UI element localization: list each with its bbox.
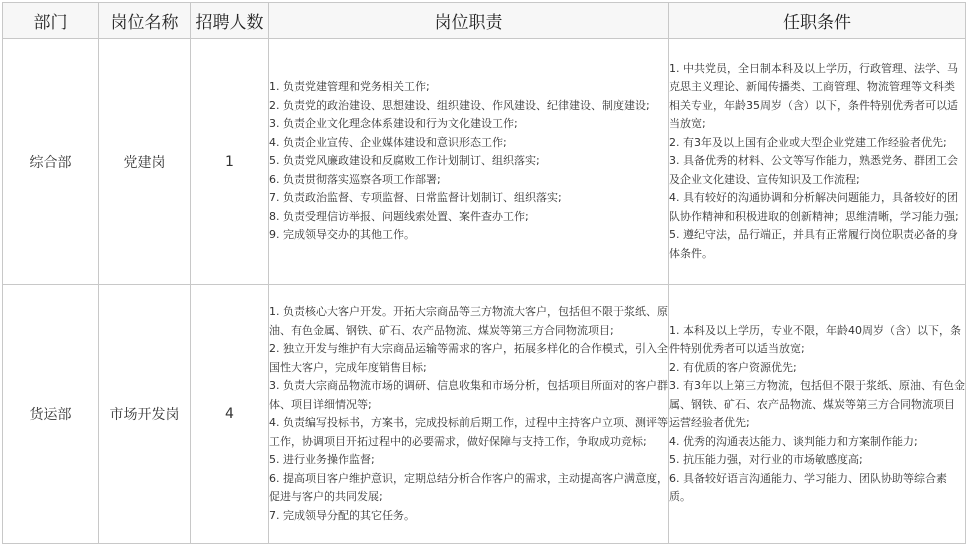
recruitment-table (2, 2, 966, 544)
requirement-item: 2. 有优质的客户资源优先; (669, 360, 797, 374)
requirement-item: 1. 中共党员，全日制本科及以上学历，行政管理、法学、马克思主义理论、新闻传播类、工商管理、物流管理等文科类相关专业，年龄35周岁（含）以下，条件特别优秀者可以适当放宽; (669, 61, 958, 131)
count-cell: 1 (191, 39, 269, 285)
duty-item: 4. 负责编写投标书，方案书，完成投标前后期工作，过程中主持客户立项、测评等工作，协调项目开拓过程中的必要需求，做好保障与支持工作，争取成功竞标; (269, 416, 668, 448)
duty-item: 6. 提高项目客户维护意识，定期总结分析合作客户的需求，主动提高客户满意度，促进与客户的共同发展; (269, 471, 668, 503)
table-row (3, 285, 966, 544)
duty-item: 3. 负责企业文化理念体系建设和行为文化建设工作; (269, 117, 518, 131)
requirements-cell (669, 285, 966, 544)
position-cell: 市场开发岗 (99, 285, 191, 544)
header-position: 岗位名称 (99, 3, 191, 39)
requirement-item: 3. 有3年以上第三方物流，包括但不限于浆纸、原油、有色金属、钢铁、矿石、农产品物流、煤炭等第三方合同物流项目运营经验者优先; (669, 379, 965, 429)
duty-item: 2. 负责党的政治建设、思想建设、组织建设、作风建设、纪律建设、制度建设; (269, 98, 650, 112)
header-count: 招聘人数 (191, 3, 269, 39)
duty-item: 2. 独立开发与维护有大宗商品运输等需求的客户，拓展多样化的合作模式，引入全国性大客户，完成年度销售目标; (269, 342, 668, 374)
duty-item: 8. 负责受理信访举报、问题线索处置、案件查办工作; (269, 209, 529, 223)
requirement-item: 5. 遵纪守法，品行端正，并具有正常履行岗位职责必备的身体条件。 (669, 228, 958, 260)
table-header (3, 3, 966, 39)
requirement-item: 4. 优秀的沟通表达能力、谈判能力和方案制作能力; (669, 434, 918, 448)
duties-cell (269, 39, 669, 285)
department-cell: 货运部 (3, 285, 99, 544)
count-cell: 4 (191, 285, 269, 544)
duty-item: 1. 负责党建管理和党务相关工作; (269, 80, 430, 94)
requirement-item: 3. 具备优秀的材料、公文等写作能力，熟悉党务、群团工会及企业文化建设、宣传知识及工作流程; (669, 154, 958, 186)
duty-item: 1. 负责核心大客户开发。开拓大宗商品等三方物流大客户，包括但不限于浆纸、原油、有色金属、钢铁、矿石、农产品物流、煤炭等第三方合同物流项目; (269, 305, 668, 337)
position-cell: 党建岗 (99, 39, 191, 285)
duty-item: 3. 负责大宗商品物流市场的调研、信息收集和市场分析，包括项目所面对的客户群体、项目详细情况等; (269, 379, 668, 411)
header-duties: 岗位职责 (269, 3, 669, 39)
duties-cell (269, 285, 669, 544)
duty-item: 4. 负责企业宣传、企业媒体建设和意识形态工作; (269, 135, 507, 149)
duty-item: 7. 负责政治监督、专项监督、日常监督计划制订、组织落实; (269, 191, 562, 205)
duty-item: 7. 完成领导分配的其它任务。 (269, 508, 415, 522)
department-cell: 综合部 (3, 39, 99, 285)
duty-item: 5. 负责党风廉政建设和反腐败工作计划制订、组织落实; (269, 154, 540, 168)
requirement-item: 4. 具有较好的沟通协调和分析解决问题能力，具备较好的团队协作精神和积极进取的创新精神；思维清晰，学习能力强; (669, 191, 959, 223)
requirement-item: 5. 抗压能力强，对行业的市场敏感度高; (669, 453, 863, 466)
header-row (3, 3, 966, 39)
requirement-item: 1. 本科及以上学历，专业不限，年龄40周岁（含）以下，条件特别优秀者可以适当放宽; (669, 323, 961, 355)
header-department: 部门 (3, 3, 99, 39)
header-requirements: 任职条件 (669, 3, 966, 39)
duty-item: 6. 负责贯彻落实巡察各项工作部署; (269, 172, 441, 186)
requirement-item: 6. 具备较好语言沟通能力、学习能力、团队协助等综合素质。 (669, 471, 947, 503)
requirements-cell (669, 39, 966, 285)
duty-item: 9. 完成领导交办的其他工作。 (269, 228, 415, 242)
table-row (3, 39, 966, 285)
requirement-item: 2. 有3年及以上国有企业或大型企业党建工作经验者优先; (669, 135, 947, 149)
duty-item: 5. 进行业务操作监督; (269, 453, 375, 466)
